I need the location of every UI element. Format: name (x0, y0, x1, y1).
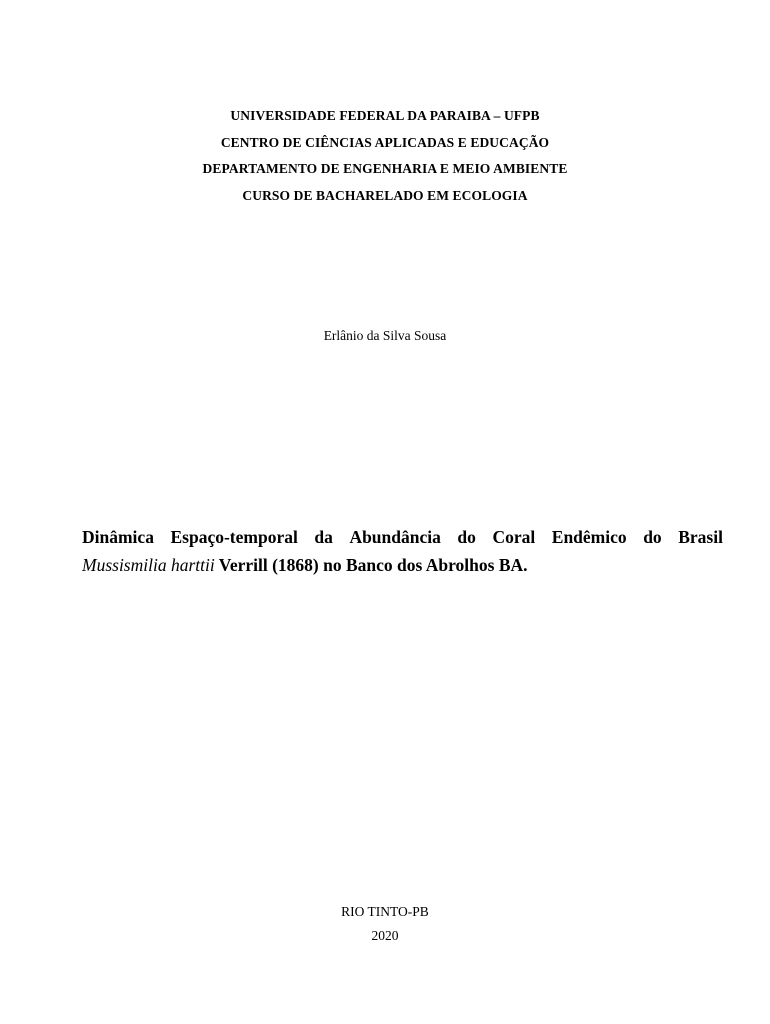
location-and-year (0, 900, 770, 948)
species-name: Mussismilia harttii (82, 555, 215, 575)
title-line-1 (82, 523, 723, 551)
institution-header (0, 103, 770, 209)
title-word: Abundância (349, 527, 441, 547)
title-word: do (457, 527, 476, 547)
title-word: Endêmico (551, 527, 627, 547)
author-name: Erlânio da Silva Sousa (323, 328, 447, 343)
title-line-2 (82, 551, 723, 579)
title-word: Espaço-temporal (170, 527, 298, 547)
title-word: da (314, 527, 333, 547)
title-word: Brasil (678, 527, 723, 547)
title-word: Coral (492, 527, 536, 547)
university-name: UNIVERSIDADE FEDERAL DA PARAIBA – UFPB (230, 108, 540, 123)
title-line-2-rest: Verrill (1868) no Banco dos Abrolhos BA. (214, 555, 528, 575)
city-label: RIO TINTO-PB (341, 904, 429, 919)
center-name: CENTRO DE CIÊNCIAS APLICADAS E EDUCAÇÃO (220, 134, 550, 150)
title-word: Dinâmica (82, 527, 154, 547)
department-name: DEPARTAMENTO DE ENGENHARIA E MEIO AMBIENTE (202, 161, 568, 176)
thesis-title (82, 523, 723, 579)
title-word: do (643, 527, 662, 547)
course-name: CURSO DE BACHARELADO EM ECOLOGIA (242, 187, 528, 203)
year-label: 2020 (371, 928, 399, 943)
